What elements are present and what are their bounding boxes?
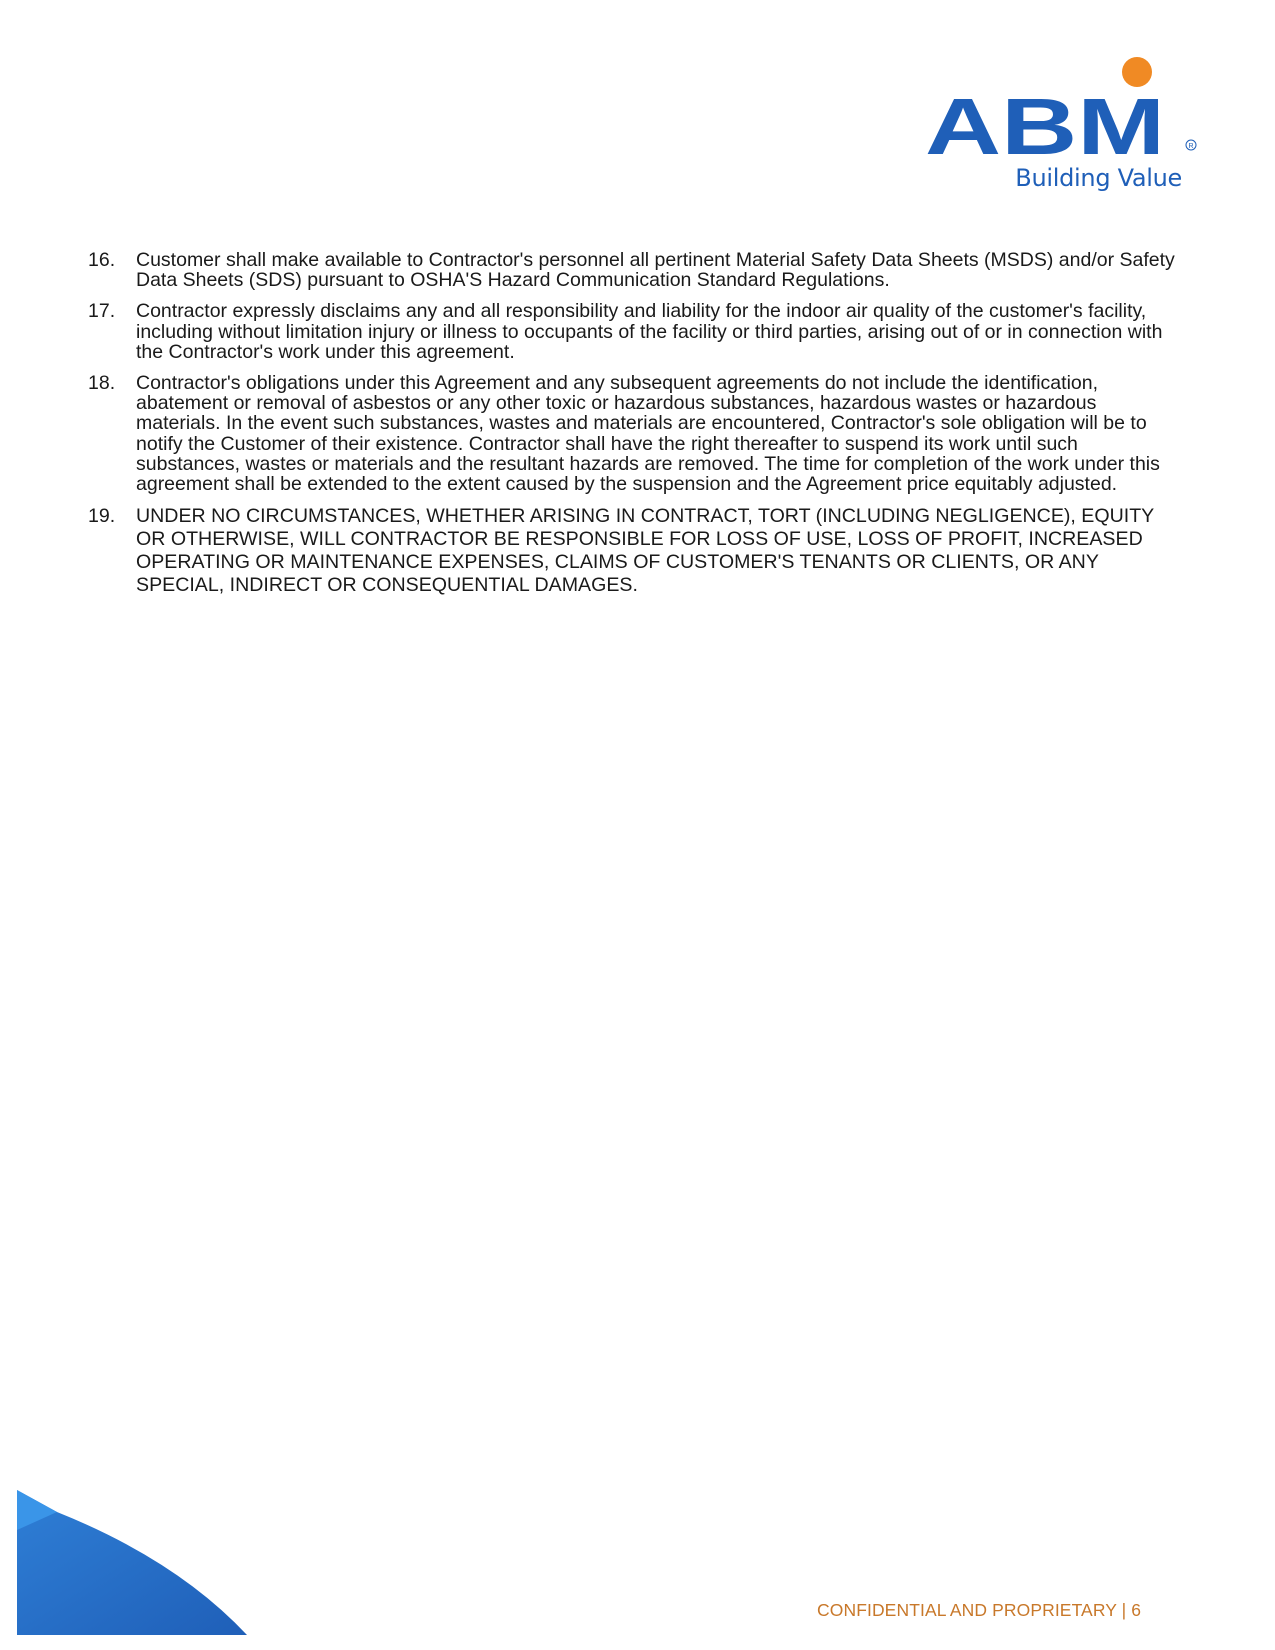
clause-text: Customer shall make available to Contractor's personnel all pertinent Material Safety Data Sheets (MSDS) and/or Safety Data Sheets (SDS) pursuant to OSHA'S Hazard Communication Standard Regulations. — [136, 249, 1175, 292]
svg-text:R: R — [1188, 143, 1194, 150]
clause-text: Contractor expressly disclaims any and all responsibility and liability for the indoor air quality of the customer's facility, including without limitation injury or illness to occupants of the facility or third parties, arising out of or in connection with the Contractor's work under this agreement. — [136, 300, 1163, 363]
abm-logo — [925, 52, 1200, 212]
logo-tagline: Building Value — [1015, 164, 1182, 192]
corner-swoosh-decoration — [17, 1490, 257, 1635]
clause-number: 17. — [88, 300, 116, 323]
clause-list — [88, 250, 1178, 608]
abm-logo-mark — [925, 52, 1200, 162]
clause-number: 19. — [88, 505, 116, 528]
clause-19 — [88, 505, 1178, 597]
clause-text: Contractor's obligations under this Agreement and any subsequent agreements do not include the identification, abatement or removal of asbestos or any other toxic or hazardous substances, hazardous wastes or hazardous materials. In the event such substances, wastes and materials are encountered, Contractor's sole obligation will be to notify the Customer of their existence. Contractor shall have the right thereafter to suspend its work until such substances, wastes or materials and the resultant hazards are removed. The time for completion of the work under this agreement shall be extended to the extent caused by the suspension and the Agreement price equitably adjusted. — [136, 372, 1160, 496]
clause-18 — [88, 373, 1178, 494]
footer-confidential-page-number: CONFIDENTIAL AND PROPRIETARY | 6 — [817, 1600, 1142, 1620]
clause-text: UNDER NO CIRCUMSTANCES, WHETHER ARISING IN CONTRACT, TORT (INCLUDING NEGLIGENCE), EQUITY OR OTHERWISE, WILL CONTRACTOR BE RESPONSIBLE FOR LOSS OF USE, LOSS OF PROFIT, INCREASED OPERATING OR MAINTENANCE EXPENSES, CLAIMS OF CUSTOMER'S TENANTS OR CLIENTS, OR ANY SPECIAL, INDIRECT OR CONSEQUENTIAL DAMAGES. — [136, 505, 1154, 597]
clause-number: 18. — [88, 372, 116, 395]
clause-number: 16. — [88, 249, 116, 271]
logo-wordmark: ABM — [925, 82, 1165, 162]
clause-17 — [88, 301, 1178, 362]
clause-16 — [88, 250, 1178, 290]
